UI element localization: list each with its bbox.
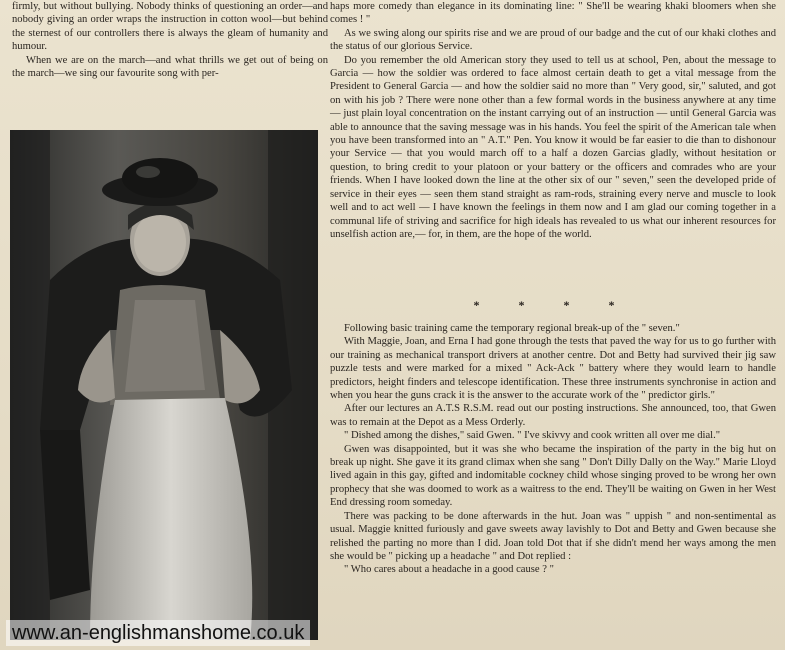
right-column-top-text (330, 0, 776, 241)
lower-paragraph-7: " Who cares about a headache in a good cause ? " (344, 564, 554, 576)
right-paragraph-3: Do you remember the old American story they used to tell us at school, Pen, about the message to Garcia — how the soldier was ordered to face almost certain death to get a vital message from the President to General Garcia — and how the soldier said no more than " Very good, sir," saluted, and got on with his job ? There were none other than a few formal words in the business anywhere at any time — just plain loyal concentration on the instant carrying out of an instruction — until General Garcia was able to announce that the saving message was in his hands. You feel the spirit of the American tale when you have been transformed into an " A.T." Pen. You know it would be far easier to die than to dishonour your Service — that you would march off to a half a dozen Garcias gladly, without hesitation or question, to bring credit to your platoon or your battery or the officers and comrades who are your friends. When I have looked down the line at the other six of our " seven," seen the developed pride of service in their eyes — seen them stand straight as ram-rods, straining every nerve and muscle to look well and to act well — I have known the feelings in them now and I am glad our coming together in a communal life of striving and sacrifice for high ideals has revealed to us what our inherent resources for unselfish action are,— for, in them, are the hope of the world. (330, 54, 776, 240)
photo-illustration (10, 130, 318, 640)
website-watermark: www.an-englishmanshome.co.uk (6, 620, 310, 646)
lower-paragraph-1: Following basic training came the temporary regional break-up of the " seven." (344, 323, 680, 334)
section-separator: * * * * (473, 298, 633, 312)
lower-paragraph-6: There was packing to be done afterwards in the hut. Joan was " uppish " and non-sentimental as usual. Maggie knitted furiously and gave sweets away lavishly to Dot and Betty and Gwen because she relished the parting no more than I did. Joan told Dot that if she didn't mend her ways among the men she would be " picking up a headache " and Dot replied : (330, 510, 776, 562)
left-column-text (12, 0, 328, 80)
lower-paragraph-4: " Dished among the dishes," said Gwen. " I've skivvy and cook written all over me dial." (344, 430, 721, 442)
right-column-bottom-text (330, 322, 776, 577)
lower-paragraph-2: With Maggie, Joan, and Erna I had gone through the tests that paved the way for us to go further with our training as mechanical transport drivers at another centre. Dot and Betty had survived their jig saw puzzle tests and were marked for a mixed " Ack-Ack " battery where they would learn to handle predictors, height finders and telescope identification. These three instruments synchronise in action and when you hear the guns crack it is the answer to the accurate work of the " predictor girls." (330, 336, 776, 402)
left-paragraph-2: When we are on the march—and what thrills we get out of being on the march—we sing our favourite song with per- (12, 54, 328, 80)
lower-paragraph-5: Gwen was disappointed, but it was she who became the inspiration of the party in the big hut on break up night. She gave it its grand climax when she sang " Don't Dilly Dally on the Way." Marie Lloyd lived again in this gay, gifted and indomitable cockney child whose singing proved to be wrong her own prophecy that she was doomed to work as a waitress to the end. They'll be waiting on Gwen in her West End dressing room someday. (330, 443, 776, 509)
lower-paragraph-3: After our lectures an A.T.S R.S.M. read out our posting instructions. She announced, too, that Gwen was to remain at the Depot as a Mess Orderly. (330, 403, 776, 428)
right-paragraph-2: As we swing along our spirits rise and we are proud of our badge and the cut of our khaki clothes and the status of our glorious Service. (330, 27, 776, 53)
right-paragraph-1: haps more comedy than elegance in its dominating line: " She'll be wearing khaki bloomers when she comes ! " (330, 1, 776, 26)
photo-woman-in-costume (10, 130, 318, 640)
left-paragraph-1: firmly, but without bullying. Nobody thinks of questioning an order—and nobody giving an order wraps the instruction in cotton wool—but behind the sternest of our controllers there is always the gleam of humanity and humour. (12, 1, 328, 53)
